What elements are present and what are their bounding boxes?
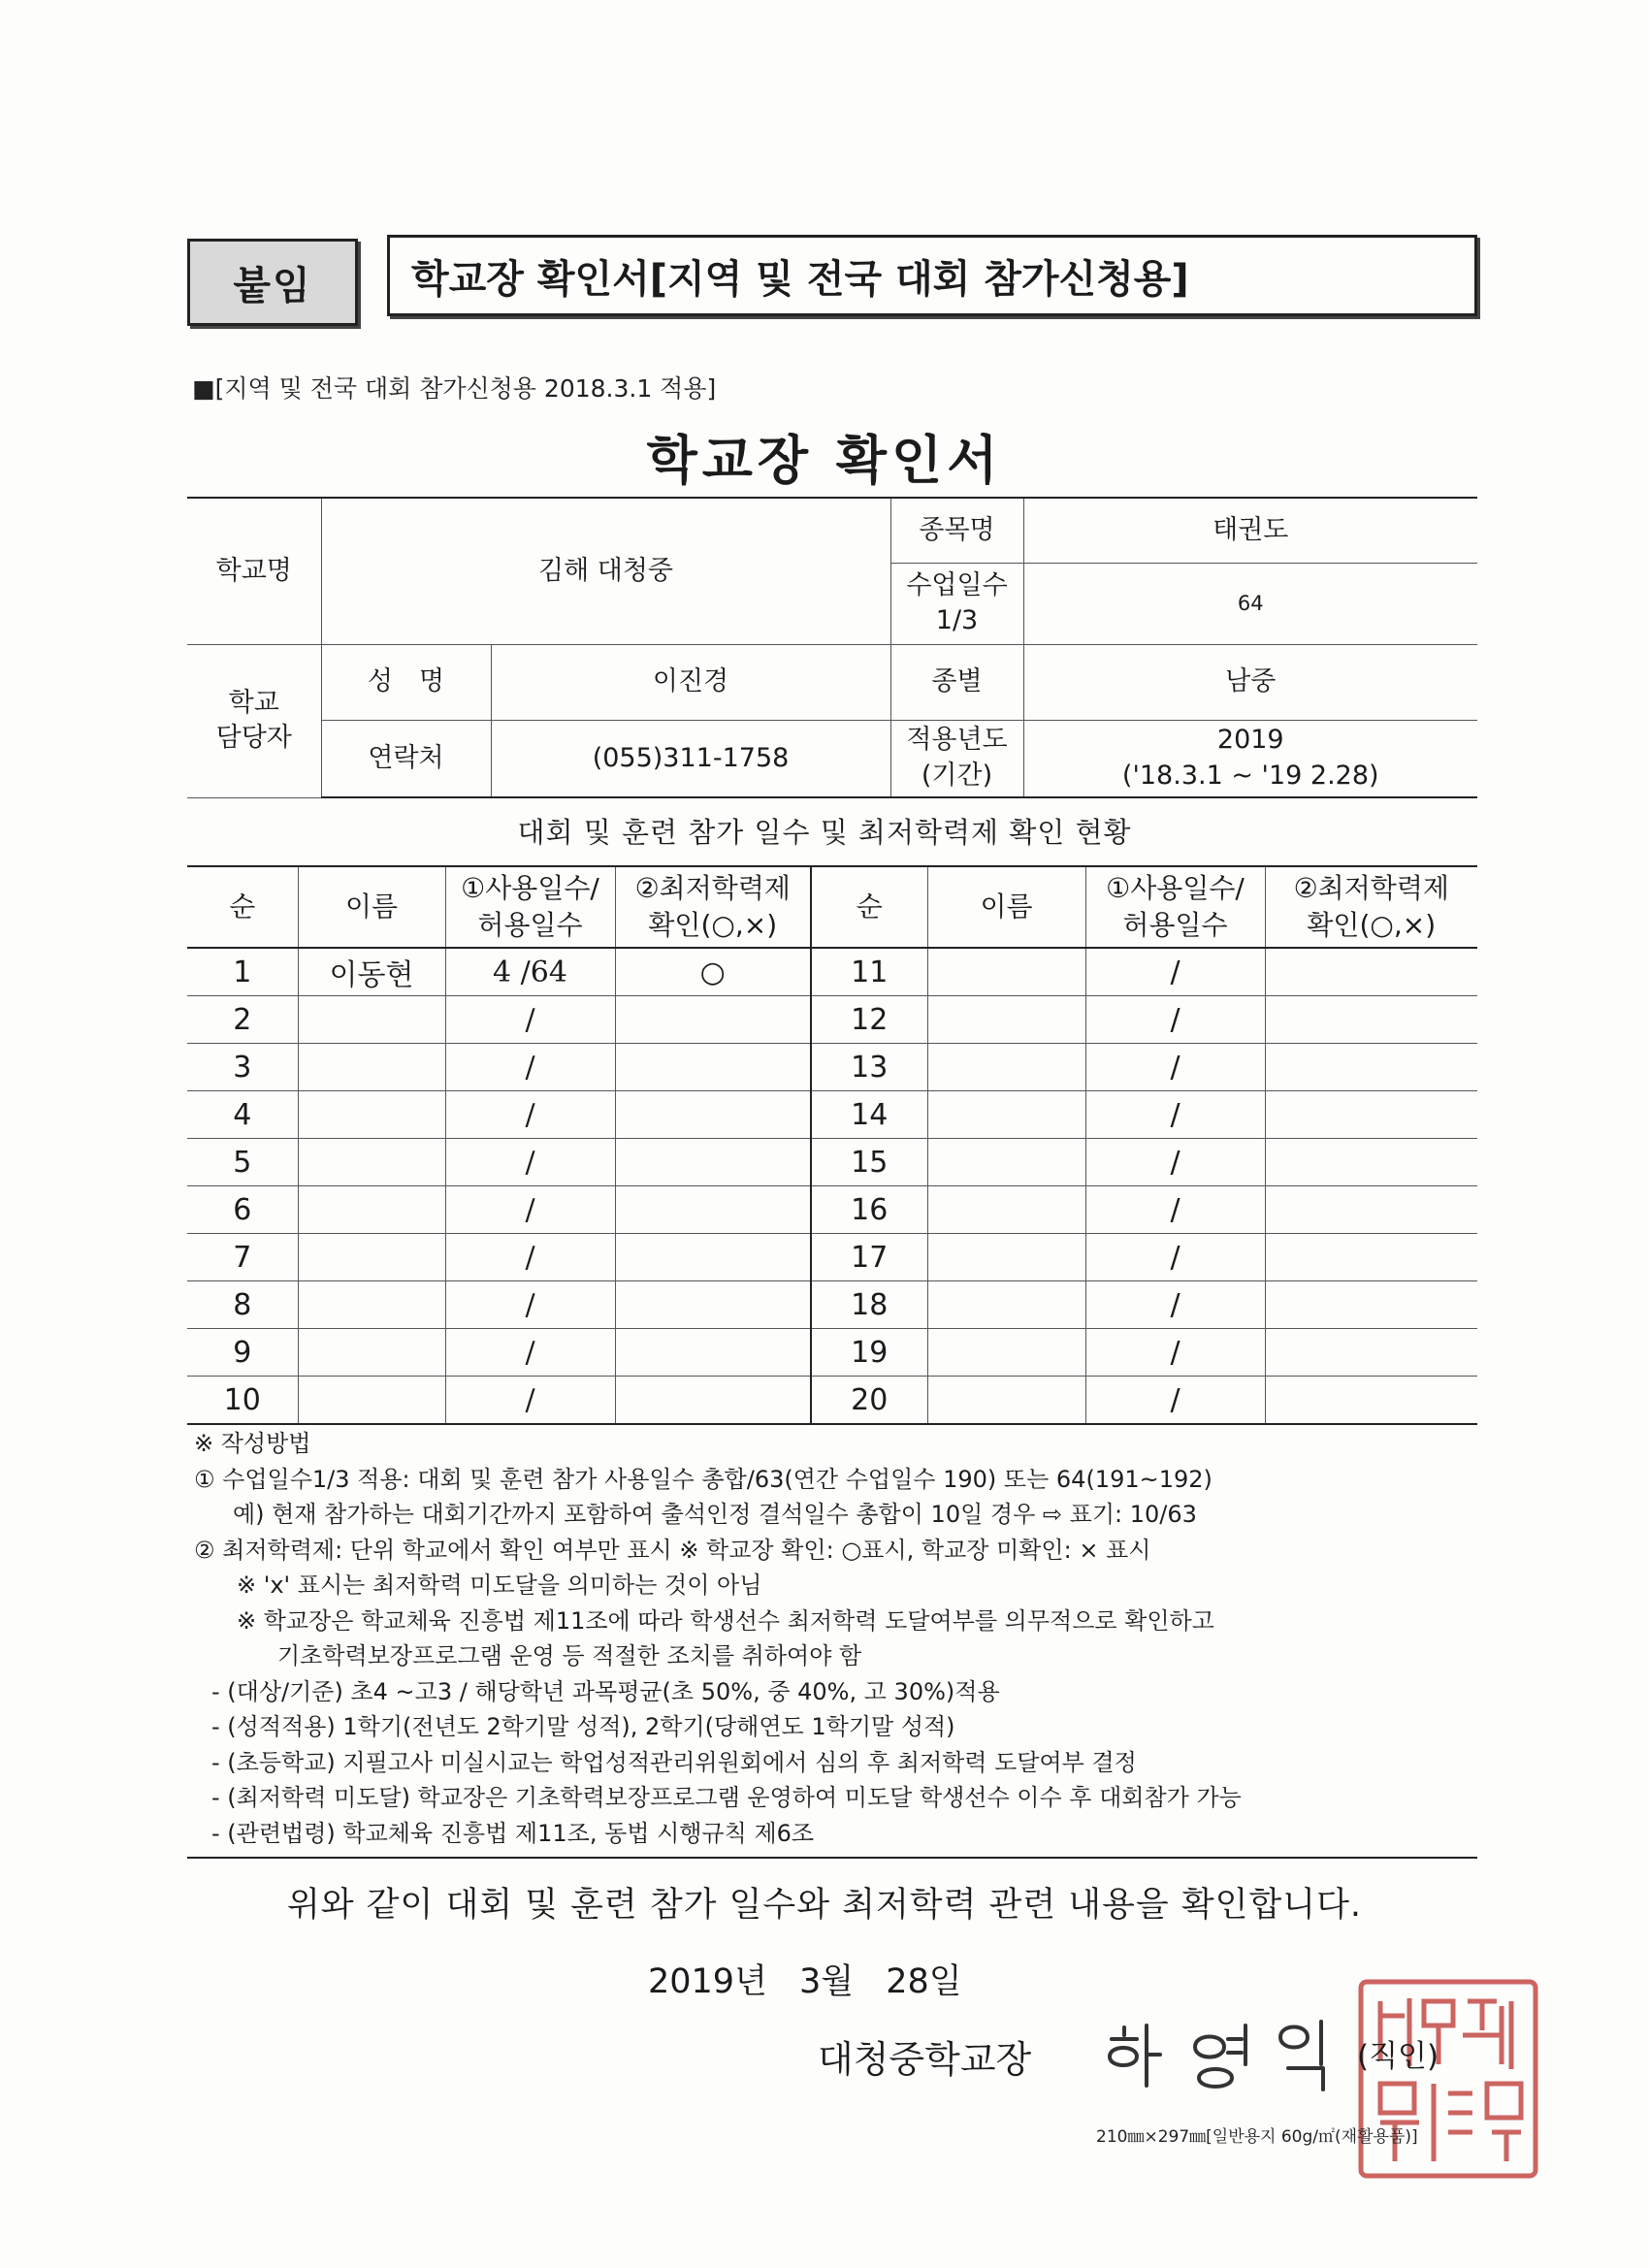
- row-number: 6: [187, 1186, 298, 1234]
- col-name: 이름: [927, 866, 1085, 948]
- athlete-name: [298, 1377, 445, 1425]
- row-number: 7: [187, 1234, 298, 1281]
- sport-value: 태권도: [1023, 498, 1477, 563]
- row-number: 12: [811, 996, 927, 1044]
- note-2-a: ※ 'x' 표시는 최저학력 미도달을 의미하는 것이 아님: [237, 1571, 762, 1599]
- col-days: ①사용일수/ 허용일수: [445, 866, 615, 948]
- days-used: /: [445, 1186, 615, 1234]
- days-used: /: [1085, 1377, 1265, 1425]
- note-1: ① 수업일수1/3 적용: 대회 및 훈련 참가 사용일수 총합/63(연간 수업일수 190) 또는 64(191~192): [194, 1465, 1212, 1493]
- athlete-name: [298, 1139, 445, 1186]
- row-number: 4: [187, 1091, 298, 1139]
- days-used: /: [445, 1377, 615, 1425]
- academic-check: [615, 1329, 811, 1377]
- principal-signature: [1098, 2018, 1350, 2095]
- row-number: 8: [187, 1281, 298, 1329]
- row-number: 2: [187, 996, 298, 1044]
- academic-check: [1265, 1234, 1477, 1281]
- table-row: [187, 1091, 1477, 1139]
- col-name: 이름: [298, 866, 445, 948]
- days-used: /: [445, 1139, 615, 1186]
- row-number: 5: [187, 1139, 298, 1186]
- athlete-name: 이동현: [298, 948, 445, 996]
- school-days-label: 수업일수 1/3: [890, 563, 1023, 644]
- year-label: 적용년도 (기간): [890, 720, 1023, 797]
- days-used: /: [445, 1281, 615, 1329]
- phone-label: 연락처: [321, 720, 491, 797]
- athlete-name: [927, 1329, 1085, 1377]
- instructions: [194, 1426, 1494, 1851]
- table-row: [187, 1329, 1477, 1377]
- col-no: 순: [811, 866, 927, 948]
- table-row: [187, 1281, 1477, 1329]
- athlete-name: [927, 1281, 1085, 1329]
- days-used: /: [445, 1329, 615, 1377]
- row-number: 19: [811, 1329, 927, 1377]
- detail-1: - (대상/기준) 초4 ~고3 / 해당학년 과목평균(초 50%, 중 40%, 고 30%)적용: [211, 1677, 1000, 1705]
- athlete-name: [298, 1281, 445, 1329]
- days-used: /: [1085, 1329, 1265, 1377]
- athlete-name: [927, 1186, 1085, 1234]
- school-name-label: 학교명: [187, 498, 321, 644]
- note-2-b: ※ 학교장은 학교체육 진흥법 제11조에 따라 학생선수 최저학력 도달여부를 의무적으로 확인하고: [237, 1606, 1214, 1635]
- academic-check: [1265, 1091, 1477, 1139]
- sport-label: 종목명: [890, 498, 1023, 563]
- col-days: ①사용일수/ 허용일수: [1085, 866, 1265, 948]
- athlete-name: [298, 1186, 445, 1234]
- form-title: 학교장 확인서[지역 및 전국 대회 참가신청용]: [387, 235, 1477, 316]
- days-used: /: [1085, 1091, 1265, 1139]
- official-seal: [1356, 1977, 1540, 2181]
- detail-5: - (관련법령) 학교체육 진흥법 제11조, 동법 시행규칙 제6조: [211, 1819, 815, 1847]
- table-row: [187, 1044, 1477, 1091]
- attachment-label: 붙임: [187, 239, 358, 326]
- days-used: /: [1085, 1234, 1265, 1281]
- instructions-heading: ※ 작성방법: [194, 1430, 311, 1457]
- days-used: /: [1085, 1139, 1265, 1186]
- athlete-name: [298, 1044, 445, 1091]
- table-row: [187, 996, 1477, 1044]
- days-used: /: [1085, 948, 1265, 996]
- academic-check: [1265, 1329, 1477, 1377]
- academic-check: [615, 1044, 811, 1091]
- row-number: 20: [811, 1377, 927, 1425]
- athlete-name: [298, 996, 445, 1044]
- school-info-table: [187, 497, 1477, 798]
- row-number: 11: [811, 948, 927, 996]
- row-number: 14: [811, 1091, 927, 1139]
- row-number: 15: [811, 1139, 927, 1186]
- document-date: 2019년 3월 28일: [648, 1962, 962, 2001]
- table-row: [187, 1234, 1477, 1281]
- academic-check: [615, 1234, 811, 1281]
- phone-value: (055)311-1758: [491, 720, 890, 797]
- detail-3: - (초등학교) 지필고사 미실시교는 학업성적관리위원회에서 심의 후 최저학력 도달여부 결정: [211, 1748, 1137, 1776]
- days-used: 4 /64: [445, 948, 615, 996]
- seal-label: (직인): [1357, 2039, 1439, 2074]
- days-used: /: [1085, 1186, 1265, 1234]
- table-row: [187, 1377, 1477, 1425]
- note-2: ② 최저학력제: 단위 학교에서 확인 여부만 표시 ※ 학교장 확인: ○표시, 학교장 미확인: × 표시: [194, 1536, 1151, 1564]
- academic-check: [615, 1091, 811, 1139]
- note-1-example: 예) 현재 참가하는 대회기간까지 포함하여 출석인정 결석일수 총합이 10일 경우 ⇨ 표기: 10/63: [233, 1501, 1197, 1528]
- academic-check: [1265, 1377, 1477, 1425]
- name-label: 성 명: [321, 644, 491, 720]
- academic-check: [1265, 996, 1477, 1044]
- paper-spec: 210㎜×297㎜[일반용지 60g/㎡(재활용품)]: [1096, 2127, 1418, 2147]
- col-no: 순: [187, 866, 298, 948]
- section-heading: 대회 및 훈련 참가 일수 및 최저학력제 확인 현황: [517, 816, 1132, 849]
- days-used: /: [445, 996, 615, 1044]
- row-number: 9: [187, 1329, 298, 1377]
- year-value: 2019 ('18.3.1 ~ '19 2.28): [1023, 720, 1477, 797]
- page-title: 학교장 확인서: [646, 430, 1003, 491]
- category-value: 남중: [1023, 644, 1477, 720]
- applicability-note: ■[지역 및 전국 대회 참가신청용 2018.3.1 적용]: [192, 374, 717, 403]
- col-check: ②최저학력제 확인(○,×): [1265, 866, 1477, 948]
- table-row: [187, 948, 1477, 996]
- academic-check: [1265, 1139, 1477, 1186]
- school-name: 김해 대청중: [321, 498, 890, 644]
- detail-2: - (성적적용) 1학기(전년도 2학기말 성적), 2학기(당해연도 1학기말 성적): [211, 1713, 955, 1740]
- row-number: 16: [811, 1186, 927, 1234]
- contact-name: 이진경: [491, 644, 890, 720]
- school-days-value: 64: [1023, 563, 1477, 644]
- days-used: /: [445, 1044, 615, 1091]
- note-2-b-cont: 기초학력보장프로그램 운영 등 적절한 조치를 취하여야 함: [277, 1642, 862, 1669]
- table-row: [187, 1139, 1477, 1186]
- academic-check: [1265, 1281, 1477, 1329]
- category-label: 종별: [890, 644, 1023, 720]
- academic-check: [1265, 1186, 1477, 1234]
- academic-check: [615, 1281, 811, 1329]
- days-used: /: [1085, 996, 1265, 1044]
- athlete-name: [927, 1139, 1085, 1186]
- row-number: 17: [811, 1234, 927, 1281]
- academic-check: ○: [615, 948, 811, 996]
- days-used: /: [1085, 1044, 1265, 1091]
- athlete-name: [927, 1044, 1085, 1091]
- academic-check: [615, 996, 811, 1044]
- divider: [187, 1857, 1477, 1859]
- row-number: 10: [187, 1377, 298, 1425]
- athlete-name: [298, 1091, 445, 1139]
- col-check: ②최저학력제 확인(○,×): [615, 866, 811, 948]
- athlete-name: [927, 1377, 1085, 1425]
- row-number: 3: [187, 1044, 298, 1091]
- athlete-name: [298, 1329, 445, 1377]
- athlete-name: [927, 996, 1085, 1044]
- contact-person-label: 학교 담당자: [187, 644, 321, 797]
- days-used: /: [445, 1234, 615, 1281]
- roster-table: [187, 865, 1477, 1425]
- academic-check: [615, 1139, 811, 1186]
- athlete-name: [298, 1234, 445, 1281]
- row-number: 1: [187, 948, 298, 996]
- athlete-name: [927, 948, 1085, 996]
- academic-check: [615, 1377, 811, 1425]
- days-used: /: [1085, 1281, 1265, 1329]
- academic-check: [1265, 1044, 1477, 1091]
- academic-check: [615, 1186, 811, 1234]
- athlete-name: [927, 1234, 1085, 1281]
- athlete-name: [927, 1091, 1085, 1139]
- days-used: /: [445, 1091, 615, 1139]
- confirmation-statement: 위와 같이 대회 및 훈련 참가 일수와 최저학력 관련 내용을 확인합니다.: [286, 1886, 1363, 1925]
- detail-4: - (최저학력 미도달) 학교장은 기초학력보장프로그램 운영하여 미도달 학생선수 이수 후 대회참가 가능: [211, 1784, 1242, 1811]
- row-number: 18: [811, 1281, 927, 1329]
- table-row: [187, 1186, 1477, 1234]
- principal-title: 대청중학교장: [818, 2038, 1032, 2081]
- row-number: 13: [811, 1044, 927, 1091]
- academic-check: [1265, 948, 1477, 996]
- seal-text: 대청중학교장인: [1444, 2171, 1452, 2172]
